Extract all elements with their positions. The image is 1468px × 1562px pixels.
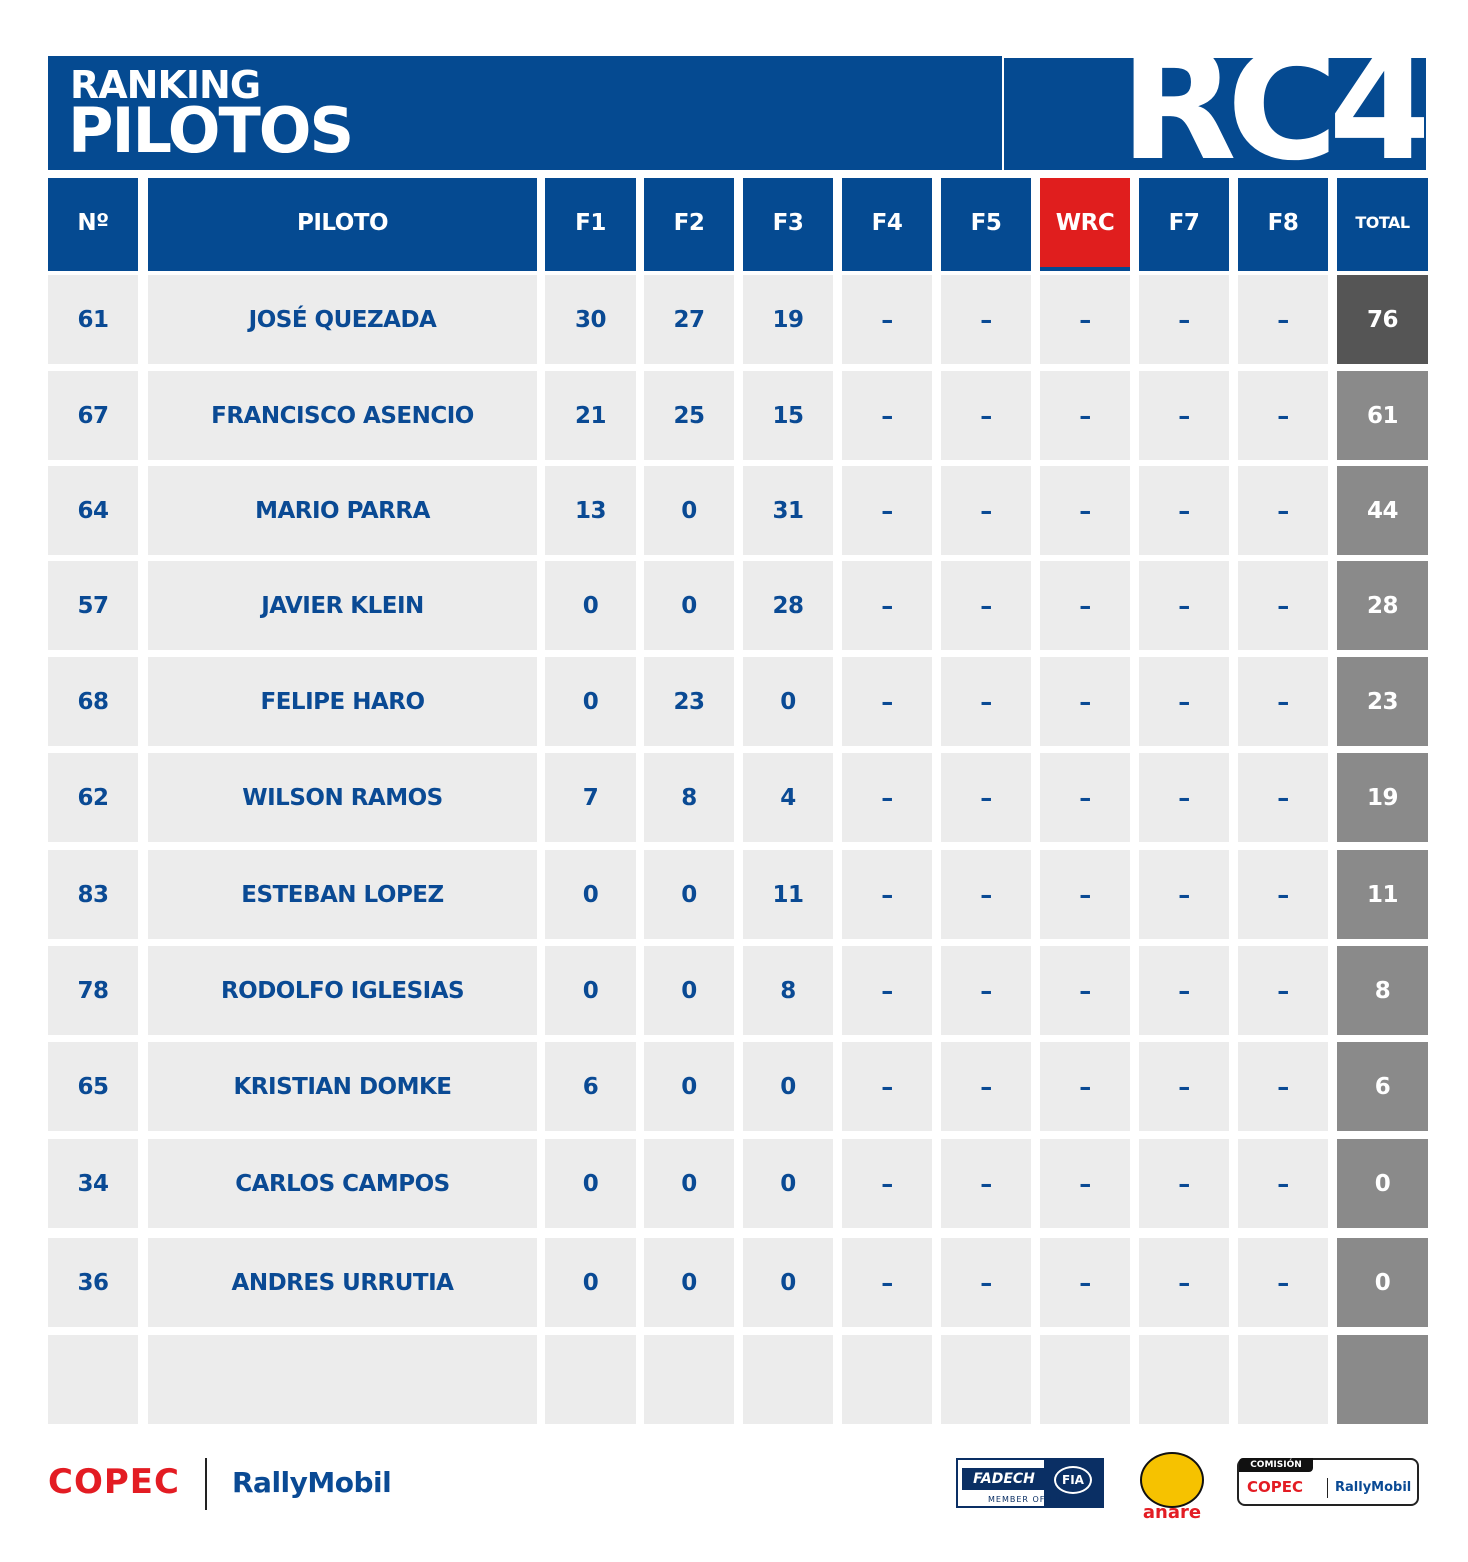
- cell-no: 64: [48, 466, 138, 555]
- header-underline: [842, 267, 932, 271]
- header-underline: [1139, 267, 1229, 271]
- cell-total: 23: [1337, 657, 1428, 746]
- cell-f2: 0: [644, 850, 734, 939]
- cell-total: 61: [1337, 371, 1428, 460]
- cell-f2: 0: [644, 1238, 734, 1327]
- cell-f5: –: [941, 466, 1031, 555]
- cell-f3: 0: [743, 1042, 833, 1131]
- cell-f7: –: [1139, 466, 1229, 555]
- cell-total: 76: [1337, 275, 1428, 364]
- header-col-f5: F5: [941, 178, 1031, 267]
- comision-copec: COPEC: [1247, 1478, 1304, 1496]
- cell-piloto: FELIPE HARO: [148, 657, 537, 746]
- cell-f1: 13: [545, 466, 636, 555]
- cell-total: 0: [1337, 1139, 1428, 1228]
- cell-f1: 30: [545, 275, 636, 364]
- header-col-total: TOTAL: [1337, 178, 1428, 267]
- cell-total: 28: [1337, 561, 1428, 650]
- cell-f5: –: [941, 657, 1031, 746]
- cell-f4: –: [842, 371, 932, 460]
- cell-f8: –: [1238, 1238, 1328, 1327]
- cell-piloto: FRANCISCO ASENCIO: [148, 371, 537, 460]
- cell-f7: –: [1139, 561, 1229, 650]
- cell-f8: –: [1238, 946, 1328, 1035]
- cell-piloto: WILSON RAMOS: [148, 753, 537, 842]
- cell-f7: –: [1139, 753, 1229, 842]
- cell-f2: 23: [644, 657, 734, 746]
- cell-f1: 0: [545, 657, 636, 746]
- cell-f5: –: [941, 753, 1031, 842]
- cell-no: 67: [48, 371, 138, 460]
- cell-wrc: –: [1040, 561, 1130, 650]
- cell-f8: –: [1238, 753, 1328, 842]
- cell-f8: –: [1238, 466, 1328, 555]
- cell-f2: 0: [644, 466, 734, 555]
- cell-wrc: –: [1040, 657, 1130, 746]
- cell-f8: –: [1238, 1042, 1328, 1131]
- cell-f7: –: [1139, 1139, 1229, 1228]
- cell-wrc: –: [1040, 466, 1130, 555]
- cell-f2: 25: [644, 371, 734, 460]
- anare-logo: [1136, 1440, 1208, 1522]
- cell-f7: –: [1139, 1238, 1229, 1327]
- cell-f1: 6: [545, 1042, 636, 1131]
- cell-f3: 8: [743, 946, 833, 1035]
- fia-icon: FIA: [1054, 1466, 1092, 1494]
- fadech-member-text: MEMBER OF FIA: [988, 1495, 1065, 1504]
- cell-f4: –: [842, 946, 932, 1035]
- cell-f3: 28: [743, 561, 833, 650]
- cell-f4: –: [842, 657, 932, 746]
- footer-divider: [205, 1458, 207, 1510]
- cell-total: 0: [1337, 1238, 1428, 1327]
- cell-piloto: KRISTIAN DOMKE: [148, 1042, 537, 1131]
- cell-f2: [644, 1335, 734, 1424]
- header-underline: [1238, 267, 1328, 271]
- cell-no: 78: [48, 946, 138, 1035]
- anare-emblem-icon: [1140, 1452, 1204, 1508]
- cell-piloto: JOSÉ QUEZADA: [148, 275, 537, 364]
- cell-f2: 27: [644, 275, 734, 364]
- cell-f1: 0: [545, 561, 636, 650]
- cell-total: [1337, 1335, 1428, 1424]
- cell-f4: –: [842, 753, 932, 842]
- header-col-f2: F2: [644, 178, 734, 267]
- cell-no: 83: [48, 850, 138, 939]
- cell-no: 68: [48, 657, 138, 746]
- copec-logo: COPEC: [48, 1462, 180, 1502]
- header-col-f7: F7: [1139, 178, 1229, 267]
- cell-no: 34: [48, 1139, 138, 1228]
- cell-wrc: –: [1040, 753, 1130, 842]
- cell-f1: 0: [545, 946, 636, 1035]
- cell-f3: 0: [743, 1238, 833, 1327]
- cell-wrc: –: [1040, 1139, 1130, 1228]
- header-col-f1: F1: [545, 178, 636, 267]
- category-label: RC4: [1119, 40, 1424, 172]
- cell-f8: –: [1238, 561, 1328, 650]
- cell-f5: –: [941, 946, 1031, 1035]
- cell-f2: 0: [644, 561, 734, 650]
- cell-f3: 19: [743, 275, 833, 364]
- cell-f3: [743, 1335, 833, 1424]
- comision-logo: [1237, 1458, 1419, 1506]
- header-underline: [941, 267, 1031, 271]
- cell-total: 6: [1337, 1042, 1428, 1131]
- cell-wrc: –: [1040, 946, 1130, 1035]
- cell-f4: –: [842, 850, 932, 939]
- cell-piloto: MARIO PARRA: [148, 466, 537, 555]
- anare-text: anare: [1142, 1502, 1202, 1523]
- header-underline: [545, 267, 636, 271]
- header-underline: [743, 267, 833, 271]
- cell-f2: 0: [644, 1139, 734, 1228]
- cell-f2: 0: [644, 946, 734, 1035]
- header-col-no: Nº: [48, 178, 138, 267]
- cell-wrc: –: [1040, 275, 1130, 364]
- cell-wrc: –: [1040, 850, 1130, 939]
- fadech-logo: [956, 1458, 1104, 1508]
- cell-f3: 0: [743, 657, 833, 746]
- cell-f1: 0: [545, 1139, 636, 1228]
- cell-f4: –: [842, 1139, 932, 1228]
- cell-f3: 0: [743, 1139, 833, 1228]
- cell-f8: –: [1238, 275, 1328, 364]
- cell-f5: –: [941, 371, 1031, 460]
- header-col-piloto: PILOTO: [148, 178, 537, 267]
- cell-no: 65: [48, 1042, 138, 1131]
- cell-f3: 4: [743, 753, 833, 842]
- cell-f8: –: [1238, 1139, 1328, 1228]
- cell-f5: –: [941, 275, 1031, 364]
- comision-divider: [1327, 1478, 1328, 1498]
- cell-f5: –: [941, 1042, 1031, 1131]
- cell-f5: –: [941, 1238, 1031, 1327]
- cell-f1: 0: [545, 1238, 636, 1327]
- cell-f5: [941, 1335, 1031, 1424]
- header-underline: [1040, 267, 1130, 271]
- cell-f2: 8: [644, 753, 734, 842]
- cell-f4: –: [842, 561, 932, 650]
- cell-f5: –: [941, 1139, 1031, 1228]
- cell-f1: [545, 1335, 636, 1424]
- cell-piloto: CARLOS CAMPOS: [148, 1139, 537, 1228]
- header-col-f8: F8: [1238, 178, 1328, 267]
- header-underline: [48, 267, 138, 271]
- cell-piloto: JAVIER KLEIN: [148, 561, 537, 650]
- cell-f2: 0: [644, 1042, 734, 1131]
- cell-no: 62: [48, 753, 138, 842]
- cell-wrc: –: [1040, 1238, 1130, 1327]
- cell-f7: –: [1139, 946, 1229, 1035]
- cell-no: [48, 1335, 138, 1424]
- cell-f3: 15: [743, 371, 833, 460]
- cell-piloto: [148, 1335, 537, 1424]
- cell-f8: –: [1238, 657, 1328, 746]
- header-underline: [644, 267, 734, 271]
- cell-wrc: –: [1040, 1042, 1130, 1131]
- cell-wrc: –: [1040, 371, 1130, 460]
- cell-f7: –: [1139, 1042, 1229, 1131]
- cell-f7: –: [1139, 275, 1229, 364]
- cell-f7: –: [1139, 371, 1229, 460]
- cell-f3: 11: [743, 850, 833, 939]
- cell-f7: [1139, 1335, 1229, 1424]
- cell-total: 19: [1337, 753, 1428, 842]
- cell-f3: 31: [743, 466, 833, 555]
- cell-piloto: ANDRES URRUTIA: [148, 1238, 537, 1327]
- header-underline: [148, 267, 537, 271]
- cell-no: 36: [48, 1238, 138, 1327]
- cell-piloto: ESTEBAN LOPEZ: [148, 850, 537, 939]
- header-col-f4: F4: [842, 178, 932, 267]
- cell-wrc: [1040, 1335, 1130, 1424]
- cell-no: 61: [48, 275, 138, 364]
- cell-piloto: RODOLFO IGLESIAS: [148, 946, 537, 1035]
- cell-f5: –: [941, 850, 1031, 939]
- cell-f4: –: [842, 1238, 932, 1327]
- cell-f5: –: [941, 561, 1031, 650]
- cell-f8: –: [1238, 371, 1328, 460]
- cell-total: 11: [1337, 850, 1428, 939]
- cell-f8: –: [1238, 850, 1328, 939]
- cell-f1: 21: [545, 371, 636, 460]
- title-pilotos: PILOTOS: [68, 94, 353, 167]
- cell-f8: [1238, 1335, 1328, 1424]
- rallymobil-logo: RallyMobil: [232, 1466, 392, 1499]
- cell-f4: –: [842, 1042, 932, 1131]
- cell-f4: –: [842, 466, 932, 555]
- header-col-wrc: WRC: [1040, 178, 1130, 267]
- comision-rallymobil: RallyMobil: [1335, 1480, 1412, 1495]
- title-ranking: RANKING: [70, 63, 261, 107]
- cell-f1: 7: [545, 753, 636, 842]
- cell-no: 57: [48, 561, 138, 650]
- header-col-f3: F3: [743, 178, 833, 267]
- cell-f7: –: [1139, 657, 1229, 746]
- comision-tag: COMISIÓN: [1239, 1458, 1313, 1472]
- cell-f1: 0: [545, 850, 636, 939]
- cell-f4: [842, 1335, 932, 1424]
- cell-f7: –: [1139, 850, 1229, 939]
- cell-f4: –: [842, 275, 932, 364]
- cell-total: 44: [1337, 466, 1428, 555]
- cell-total: 8: [1337, 946, 1428, 1035]
- header-underline: [1337, 267, 1428, 271]
- fadech-label: FADECH: [962, 1468, 1046, 1490]
